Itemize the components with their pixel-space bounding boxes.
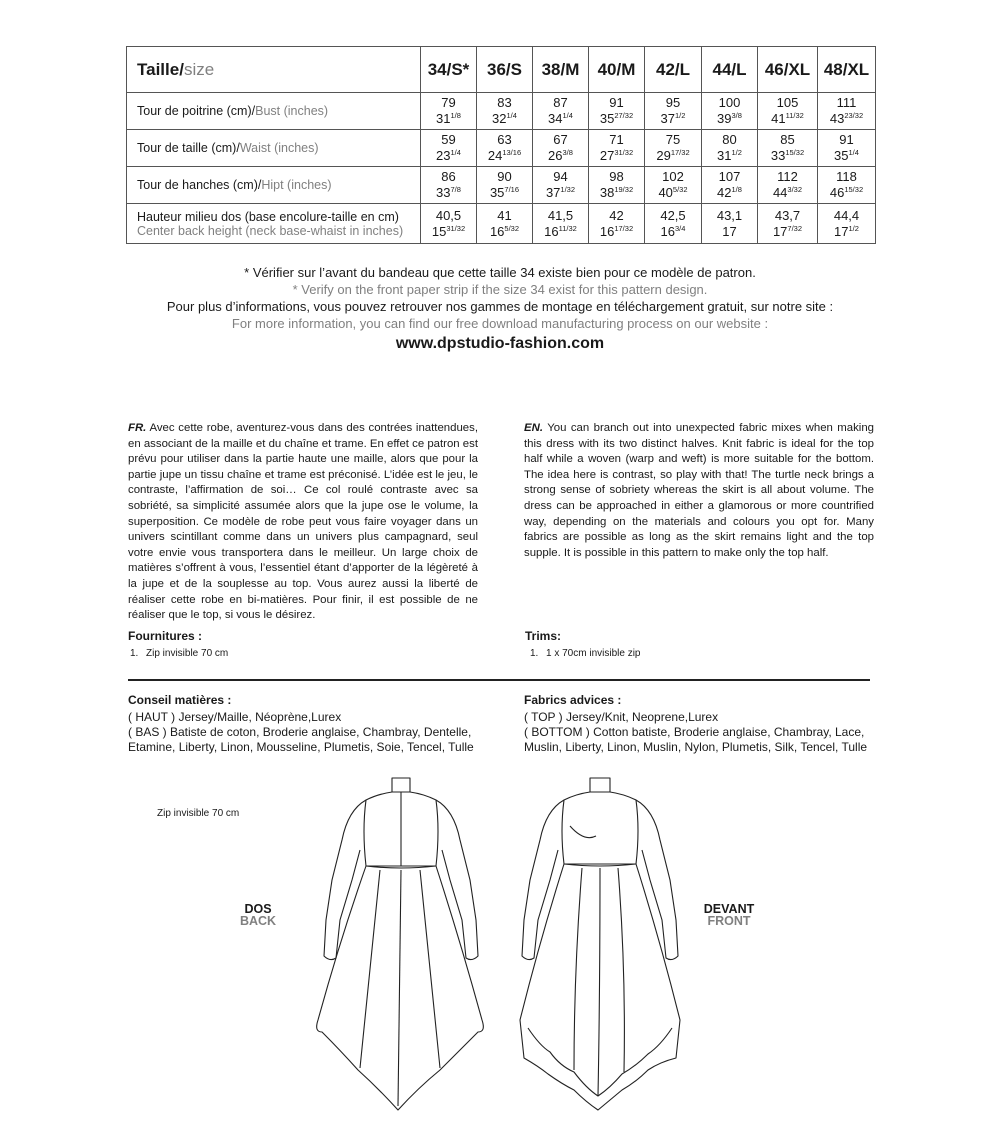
- size-table-row: [127, 167, 876, 204]
- measurement-cell: [645, 93, 702, 130]
- measurement-inches-fraction: 11/32: [785, 111, 804, 120]
- back-right-sleeve: [436, 800, 478, 960]
- measurement-cell: [533, 93, 589, 130]
- measurement-inches: [589, 111, 644, 127]
- measurement-cell: [589, 204, 645, 244]
- measurement-cell: [421, 204, 477, 244]
- fabrics-en-top: ( TOP ) Jersey/Knit, Neoprene,Lurex: [524, 710, 719, 724]
- measurement-inches-fraction: 3/8: [731, 111, 742, 120]
- measurement-label-en: Hipt (inches): [261, 178, 332, 192]
- size-col-header: 36/S: [477, 47, 533, 93]
- measurement-inches: [533, 224, 588, 240]
- fabrics-heading-en: Fabrics advices :: [524, 693, 622, 707]
- measurement-cell: [818, 167, 876, 204]
- description-en-tag: EN.: [524, 422, 543, 434]
- measurement-inches: [477, 224, 532, 240]
- measurement-inches-whole: 37: [545, 185, 561, 200]
- measurement-inches-fraction: 7/16: [504, 185, 520, 194]
- measurement-inches-whole: 16: [489, 223, 505, 239]
- measurement-inches: [533, 111, 588, 127]
- measurement-inches-whole: 31: [436, 111, 451, 126]
- measurement-inches-whole: 32: [492, 111, 507, 126]
- size-col-header: 34/S*: [421, 47, 477, 93]
- measurement-inches-fraction: 17/32: [614, 223, 634, 233]
- measurement-cm: 43,7: [774, 207, 801, 223]
- measurement-cell: [818, 130, 876, 167]
- measurement-inches-whole: 37: [660, 111, 676, 126]
- size-table-row: [127, 93, 876, 130]
- measurement-cm: 105: [776, 95, 799, 110]
- measurement-inches-whole: 35: [489, 185, 505, 200]
- measurement-cm: 85: [780, 132, 795, 147]
- measurement-inches: [702, 185, 757, 201]
- measurement-cm: 111: [836, 95, 857, 110]
- measurement-inches-whole: 29: [656, 148, 671, 163]
- measurement-label: [127, 204, 421, 244]
- dress-back-drawing: [300, 770, 500, 1115]
- size-header-row: [127, 47, 876, 93]
- measurement-inches: [758, 224, 817, 240]
- size-table: [126, 46, 876, 244]
- measurement-cell: [421, 167, 477, 204]
- measurement-cm: 87: [553, 95, 568, 110]
- size-verify-note-fr: * Vérifier sur l’avant du bandeau que cette taille 34 existe bien pour ce modèle de patron.: [244, 265, 756, 280]
- measurement-cm: 102: [662, 169, 684, 184]
- measurement-inches: [645, 224, 701, 240]
- measurement-cell: [702, 130, 758, 167]
- size-col-header: 42/L: [645, 47, 702, 93]
- size-col-header: 40/M: [589, 47, 645, 93]
- front-drape-line: [598, 868, 600, 1096]
- description-en-text: You can branch out into unexpected fabric mixes when making this dress with its two distinct halves. Knit fabric is ideal for the top half while a woven (warp and weft) is more suitable for the bottom. The idea here is contrast, so play with that! The turtle neck brings a strong sense of sobriety whereas the skirt is all about volume. The dress can be approached in either a glamorous or more countrified way, depending on the materials and colours you opt for. Many fabrics are possible as long as the skirt remains light and the top supple. It is possible in this pattern to make only the top half.: [524, 422, 874, 559]
- measurement-inches-whole: 44: [772, 185, 788, 200]
- measurement-cell: [477, 204, 533, 244]
- measurement-inches: [477, 111, 532, 127]
- measurement-inches-whole: 35: [599, 111, 615, 126]
- front-label-en: FRONT: [707, 914, 751, 928]
- measurement-inches-fraction: 1/2: [675, 111, 686, 120]
- measurement-cm: 100: [718, 95, 741, 110]
- measurement-cell: [818, 93, 876, 130]
- measurement-inches-whole: 16: [599, 223, 615, 239]
- description-en: [524, 421, 874, 561]
- back-drape-line: [398, 870, 401, 1106]
- measurement-label-fr: Tour de hanches (cm)/: [137, 178, 262, 192]
- measurement-inches-whole: 42: [717, 185, 732, 200]
- measurement-cell: [477, 93, 533, 130]
- measurement-inches-whole: 31: [717, 148, 732, 163]
- measurement-inches-whole: 40: [658, 185, 673, 200]
- measurement-inches-whole: 35: [834, 148, 849, 163]
- fabrics-fr-top: ( HAUT ) Jersey/Maille, Néoprène,Lurex: [128, 710, 342, 724]
- measurement-inches-whole: 27: [599, 148, 615, 163]
- measurement-inches: [533, 185, 588, 201]
- measurement-label-en: Bust (inches): [255, 104, 329, 118]
- front-bodice: [562, 792, 638, 864]
- measurement-inches-whole: 17: [772, 223, 788, 239]
- measurement-inches: [758, 111, 817, 127]
- supplies-item-en-text: 1 x 70cm invisible zip: [546, 648, 641, 659]
- front-view-label: [700, 903, 758, 927]
- front-drape-line: [618, 868, 624, 1072]
- measurement-inches: [758, 185, 817, 201]
- measurement-cm: 118: [836, 169, 857, 184]
- measurement-inches: [818, 148, 875, 164]
- measurement-cm: 112: [777, 169, 798, 184]
- size-col-header: 46/XL: [758, 47, 818, 93]
- measurement-cm: 40,5: [435, 207, 462, 223]
- measurement-cm: 90: [497, 169, 512, 184]
- measurement-inches: [645, 148, 701, 164]
- measurement-inches-fraction: 7/8: [450, 185, 461, 194]
- front-label-fr: DEVANT: [703, 902, 755, 916]
- front-hem-lining: [528, 1028, 672, 1096]
- measurement-inches: [477, 148, 532, 164]
- measurement-inches: [589, 224, 644, 240]
- measurement-label-fr: Hauteur milieu dos (base encolure-taille en cm): [137, 209, 399, 224]
- measurement-inches: [818, 111, 875, 127]
- measurement-inches-fraction: 1/2: [731, 148, 742, 157]
- back-left-sleeve: [324, 800, 366, 960]
- supplies-item-fr: [130, 648, 228, 659]
- measurement-cm: 42: [609, 207, 624, 223]
- measurement-cm: 71: [609, 132, 624, 147]
- measurement-inches-fraction: 1/4: [506, 111, 517, 120]
- measurement-inches: [702, 148, 757, 164]
- dress-front-drawing: [500, 770, 700, 1115]
- measurement-inches-fraction: 19/32: [614, 185, 634, 194]
- measurement-cm: 75: [665, 132, 681, 147]
- measurement-cell: [421, 130, 477, 167]
- measurement-label: [127, 130, 421, 167]
- measurement-cm: 91: [839, 132, 854, 147]
- measurement-label-fr: Tour de taille (cm)/: [137, 141, 240, 155]
- fabrics-fr-bottom: ( BAS ) Batiste de coton, Broderie anglaise, Chambray, Dentelle, Etamine, Liberty, Linon, Mousseline, Plumetis, Soie, Tencel, Tulle: [128, 725, 474, 754]
- back-label-fr: DOS: [244, 902, 272, 916]
- measurement-inches-whole: 17: [722, 223, 737, 239]
- measurement-inches-fraction: 5/32: [672, 185, 688, 194]
- measurement-cell: [589, 167, 645, 204]
- supplies-item-en-number: 1.: [530, 648, 539, 659]
- zip-note: Zip invisible 70 cm: [157, 808, 240, 819]
- front-bust-drape: [570, 826, 596, 838]
- measurement-inches-fraction: 27/32: [614, 111, 634, 120]
- measurement-cell: [758, 130, 818, 167]
- section-divider: [128, 679, 870, 681]
- measurement-inches-fraction: 15/32: [785, 148, 805, 157]
- measurement-inches: [645, 185, 701, 201]
- measurement-inches-whole: 26: [548, 148, 563, 163]
- measurement-inches-fraction: 3/32: [787, 185, 803, 194]
- measurement-inches: [421, 185, 476, 201]
- back-drape-line: [420, 870, 440, 1068]
- info-note-en: For more information, you can find our free download manufacturing process on our website :: [231, 316, 769, 331]
- back-drape-line: [360, 870, 380, 1068]
- measurement-cell: [477, 130, 533, 167]
- measurement-cell: [589, 93, 645, 130]
- measurement-cm: 94: [553, 169, 568, 184]
- description-fr-tag: FR.: [128, 422, 147, 434]
- front-drape-line: [574, 868, 582, 1070]
- measurement-cm: 41,5: [547, 207, 574, 223]
- measurement-inches-whole: 41: [771, 111, 786, 126]
- measurement-inches-fraction: 1/4: [450, 148, 461, 157]
- measurement-cell: [589, 130, 645, 167]
- measurement-inches: [421, 111, 476, 127]
- supplies-heading-fr: Fournitures :: [128, 629, 202, 643]
- supplies-item-fr-number: 1.: [130, 648, 139, 659]
- measurement-cell: [533, 167, 589, 204]
- measurement-inches-whole: 15: [431, 223, 447, 239]
- measurement-inches: [477, 185, 532, 201]
- size-table-row: [127, 130, 876, 167]
- measurement-inches-whole: 34: [548, 111, 563, 126]
- measurement-cm: 42,5: [660, 207, 686, 223]
- measurement-cell: [645, 167, 702, 204]
- measurement-cell: [533, 130, 589, 167]
- measurement-inches-whole: 24: [487, 148, 503, 163]
- measurement-cm: 63: [497, 132, 512, 147]
- measurement-inches: [758, 148, 817, 164]
- measurement-inches-whole: 17: [834, 223, 849, 239]
- measurement-cm: 43,1: [716, 207, 743, 223]
- measurement-inches-fraction: 1/8: [450, 111, 461, 120]
- size-header-label: Taille/size: [127, 47, 421, 93]
- measurement-cm: 95: [665, 95, 681, 110]
- measurement-inches-fraction: 1/4: [562, 111, 573, 120]
- measurement-inches-fraction: 13/16: [502, 148, 522, 157]
- measurement-inches-fraction: 17/32: [670, 148, 690, 157]
- description-fr: [128, 421, 478, 624]
- fabrics-en-bottom: ( BOTTOM ) Cotton batiste, Broderie anglaise, Chambray, Lace, Muslin, Liberty, Linon, Muslin, Nylon, Plumetis, Silk, Tencel, Tulle: [524, 725, 868, 754]
- measurement-cell: [702, 167, 758, 204]
- info-note-fr: Pour plus d’informations, vous pouvez retrouver nos gammes de montage en téléchargement gratuit, sur notre site :: [166, 299, 834, 314]
- supplies-heading-en: Trims:: [525, 629, 562, 643]
- measurement-cm: 59: [441, 132, 456, 147]
- measurement-inches-whole: 38: [599, 185, 615, 200]
- measurement-cm: 98: [609, 169, 624, 184]
- measurement-cell: [645, 130, 702, 167]
- measurement-label: [127, 93, 421, 130]
- measurement-inches-fraction: 31/32: [446, 223, 466, 233]
- measurement-cm: 86: [441, 169, 456, 184]
- measurement-inches: [645, 111, 701, 127]
- size-col-header: 48/XL: [818, 47, 876, 93]
- measurement-inches-fraction: 23/32: [844, 111, 864, 120]
- measurement-inches: [702, 224, 757, 240]
- measurement-inches-whole: 23: [436, 148, 451, 163]
- measurement-inches-fraction: 3/8: [562, 148, 573, 157]
- measurement-cm: 67: [553, 132, 568, 147]
- measurement-inches-whole: 46: [829, 185, 845, 200]
- measurement-cell: [758, 93, 818, 130]
- measurement-cell: [702, 204, 758, 244]
- measurement-cm: 44,4: [833, 207, 860, 223]
- measurement-cell: [477, 167, 533, 204]
- measurement-cell: [818, 204, 876, 244]
- measurement-inches: [702, 111, 757, 127]
- measurement-cell: [421, 93, 477, 130]
- measurement-inches-fraction: 1/8: [731, 185, 742, 194]
- measurement-cell: [758, 167, 818, 204]
- measurement-inches: [818, 224, 875, 240]
- measurement-inches-fraction: 1/32: [560, 185, 576, 194]
- measurement-inches: [421, 148, 476, 164]
- size-verify-note-en: * Verify on the front paper strip if the size 34 exist for this pattern design.: [292, 282, 708, 297]
- measurement-cm: 80: [722, 132, 737, 147]
- measurement-cm: 91: [609, 95, 624, 110]
- description-fr-text: Avec cette robe, aventurez-vous dans des contrées inattendues, en associant de la maille et du chaîne et trame. En effet ce patron est prévu pour utiliser dans la partie haute une maille, alors que pour la partie jupe un tissu chaîne et trame est préconisé. L’idée est le jeu, le contraste, l’affirmation de soi… Ce col roulé contraste avec sa sobriété, sa simplicité assumée alors que la jupe ose le volume, la superposition. Ce modèle de robe peut vous faire voyager dans un univers scintillant comme dans un univers plus campagnard, seul votre envie vous transportera dans le meilleur. Un large choix de matières s’offrent à vous, l’essentiel étant d’apporter de la légèreté à la jupe et de la souplesse au top. Vous aurez aussi la liberté de réaliser cette robe en bi-matières. Pour finir, il est possible de ne réaliser que le top, si vous le désirez.: [128, 422, 479, 622]
- size-col-header: 44/L: [702, 47, 758, 93]
- size-col-header: 38/M: [533, 47, 589, 93]
- measurement-label-en: Waist (inches): [239, 141, 319, 155]
- measurement-label-fr: Tour de poitrine (cm)/: [137, 104, 256, 118]
- measurement-cm: 41: [497, 207, 512, 223]
- back-collar: [392, 778, 410, 792]
- fabrics-en: [524, 710, 889, 755]
- measurement-inches-fraction: 1/2: [848, 223, 859, 233]
- measurement-label-en: Center back height (neck base-whaist in inches): [137, 223, 404, 238]
- measurement-cell: [758, 204, 818, 244]
- measurement-inches-whole: 33: [770, 148, 786, 163]
- measurement-cm: 107: [718, 169, 741, 184]
- website-link[interactable]: www.dpstudio-fashion.com: [395, 335, 605, 352]
- back-label-en: BACK: [239, 914, 277, 928]
- back-view-label: [236, 903, 280, 927]
- measurement-inches-whole: 43: [829, 111, 845, 126]
- measurement-cell: [645, 204, 702, 244]
- fabrics-heading-fr: Conseil matières :: [128, 693, 232, 707]
- measurement-label: [127, 167, 421, 204]
- measurement-inches: [589, 185, 644, 201]
- front-collar: [590, 778, 610, 792]
- measurement-inches-fraction: 3/4: [675, 223, 686, 233]
- size-table-row: [127, 204, 876, 244]
- measurement-inches-fraction: 31/32: [614, 148, 634, 157]
- measurement-inches-fraction: 5/32: [504, 223, 520, 233]
- measurement-inches-whole: 39: [717, 111, 732, 126]
- supplies-item-en: [530, 648, 640, 659]
- measurement-cell: [533, 204, 589, 244]
- measurement-inches: [421, 224, 476, 240]
- measurement-inches-whole: 16: [660, 223, 676, 239]
- measurement-cm: 79: [441, 95, 456, 110]
- measurement-inches-fraction: 1/4: [848, 148, 859, 157]
- supplies-item-fr-text: Zip invisible 70 cm: [146, 648, 229, 659]
- measurement-inches-fraction: 11/32: [558, 223, 577, 233]
- measurement-inches-fraction: 15/32: [844, 185, 864, 194]
- measurement-inches: [818, 185, 875, 201]
- measurement-inches-whole: 33: [436, 185, 451, 200]
- measurement-inches-fraction: 7/32: [787, 223, 803, 233]
- measurement-inches: [589, 148, 644, 164]
- measurement-inches: [533, 148, 588, 164]
- measurement-cell: [702, 93, 758, 130]
- measurement-cm: 83: [497, 95, 512, 110]
- measurement-inches-whole: 16: [544, 223, 559, 239]
- fabrics-fr: [128, 710, 493, 755]
